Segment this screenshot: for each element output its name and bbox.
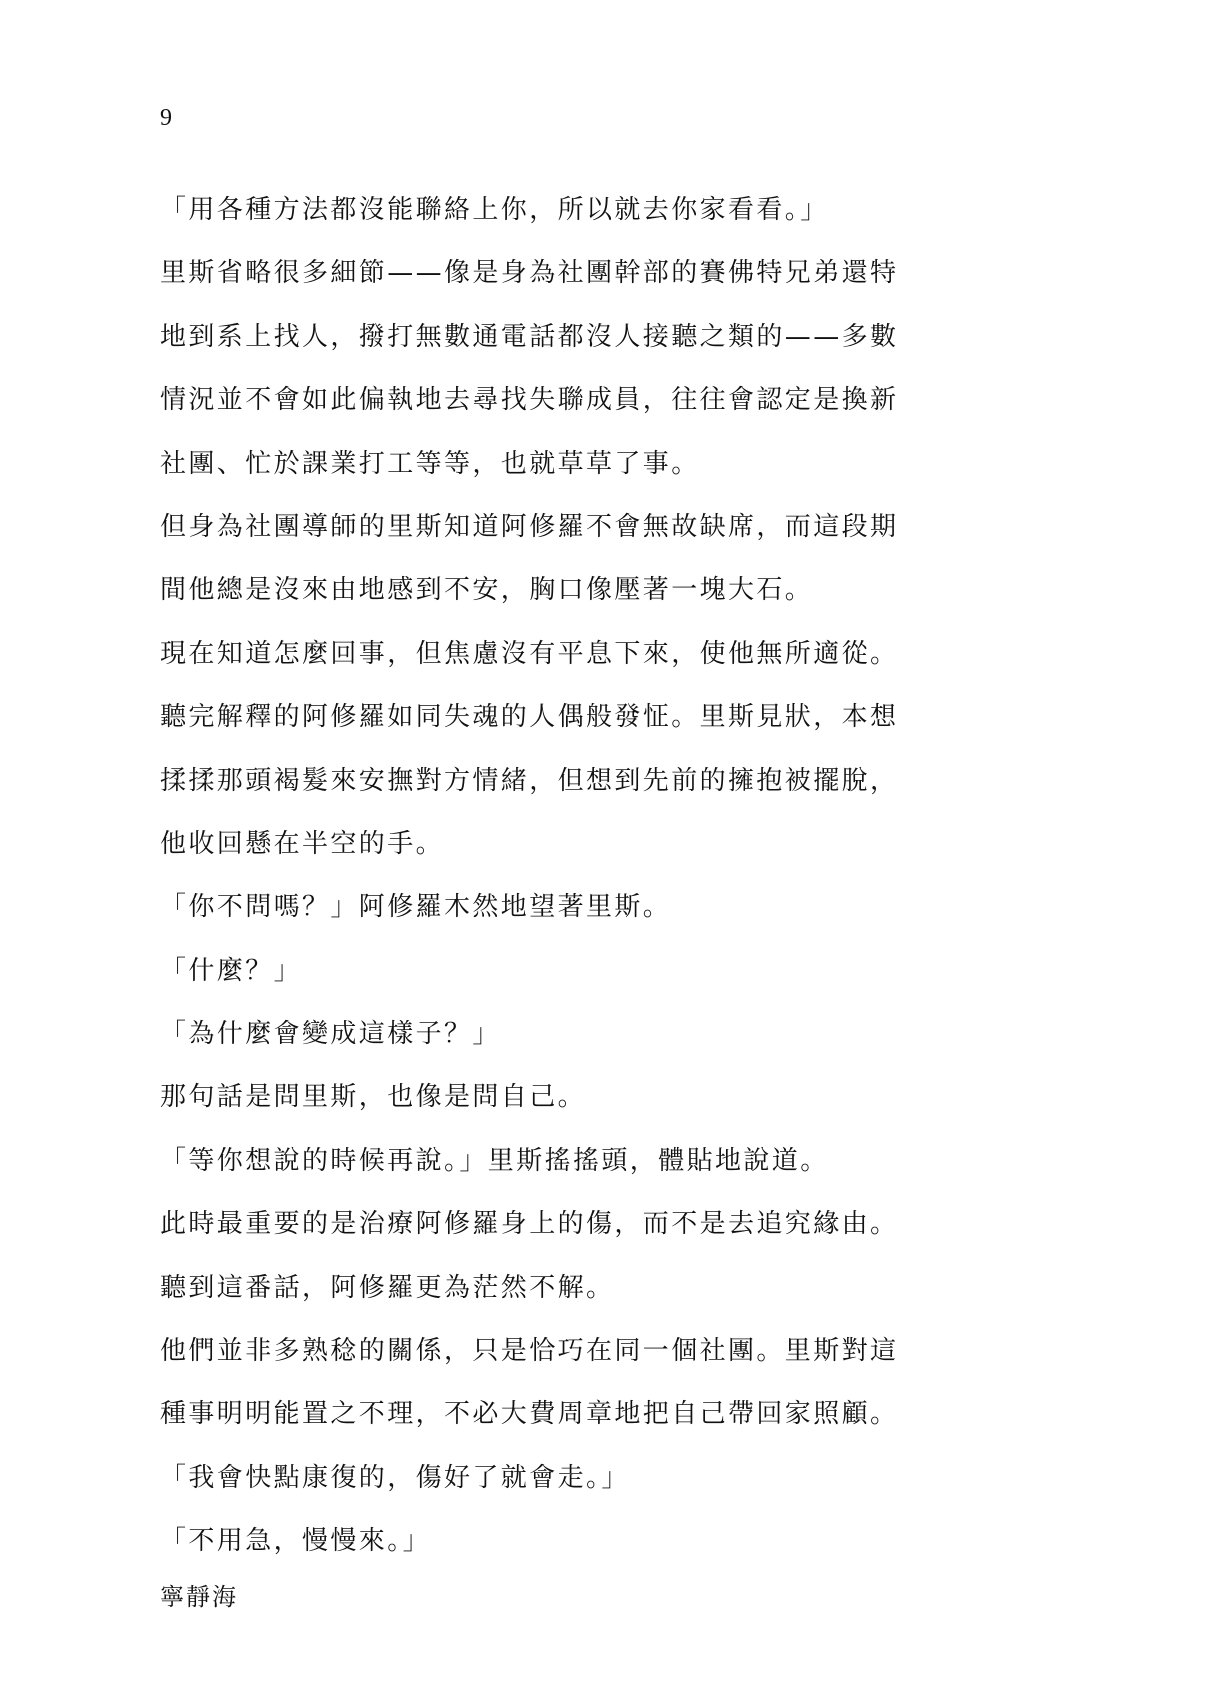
text-line: 「用各種方法都沒能聯絡上你，所以就去你家看看。」 bbox=[160, 195, 829, 225]
text-line: 「不用急，慢慢來。」 bbox=[160, 1526, 432, 1557]
text-line: 間他總是沒來由地感到不安，胸口像壓著一塊大石。 bbox=[160, 575, 814, 606]
text-line: 那句話是問里斯，也像是問自己。 bbox=[160, 1082, 587, 1113]
text-line: 種事明明能置之不理，不必大費周章地把自己帶回家照顧。 bbox=[160, 1399, 899, 1430]
text-line: 聽到這番話，阿修羅更為茫然不解。 bbox=[160, 1272, 615, 1303]
text-line: 情況並不會如此偏執地去尋找失聯成員，往往會認定是換新 bbox=[160, 385, 899, 416]
text-line: 地到系上找人，撥打無數通電話都沒人接聽之類的——多數 bbox=[160, 321, 899, 352]
text-line: 「你不問嗎？」阿修羅木然地望著里斯。 bbox=[160, 892, 672, 923]
text-line: 現在知道怎麼回事，但焦慮沒有平息下來，使他無所適從。 bbox=[160, 638, 899, 669]
text-line: 「為什麼會變成這樣子？」 bbox=[160, 1019, 501, 1050]
text-line: 社團、忙於課業打工等等，也就草草了事。 bbox=[160, 448, 700, 479]
text-line: 「等你想說的時候再說。」里斯搖搖頭，體貼地說道。 bbox=[160, 1145, 829, 1176]
body-text bbox=[160, 193, 1000, 1588]
text-line: 揉揉那頭褐髮來安撫對方情緒，但想到先前的擁抱被擺脫， bbox=[160, 765, 899, 796]
text-line: 但身為社團導師的里斯知道阿修羅不會無故缺席，而這段期 bbox=[160, 511, 899, 542]
text-line: 里斯省略很多細節——像是身為社團幹部的賽佛特兄弟還特 bbox=[160, 258, 899, 289]
footer-author: 寧靜海 bbox=[160, 1583, 238, 1611]
text-line: 他們並非多熟稔的關係，只是恰巧在同一個社團。里斯對這 bbox=[160, 1336, 899, 1367]
page-number: 9 bbox=[160, 105, 172, 131]
text-line: 此時最重要的是治療阿修羅身上的傷，而不是去追究緣由。 bbox=[160, 1209, 899, 1240]
text-line: 「什麼？」 bbox=[160, 955, 303, 986]
text-line: 聽完解釋的阿修羅如同失魂的人偶般發怔。里斯見狀，本想 bbox=[160, 702, 899, 733]
text-line: 「我會快點康復的，傷好了就會走。」 bbox=[160, 1462, 630, 1493]
text-line: 他收回懸在半空的手。 bbox=[160, 828, 445, 859]
